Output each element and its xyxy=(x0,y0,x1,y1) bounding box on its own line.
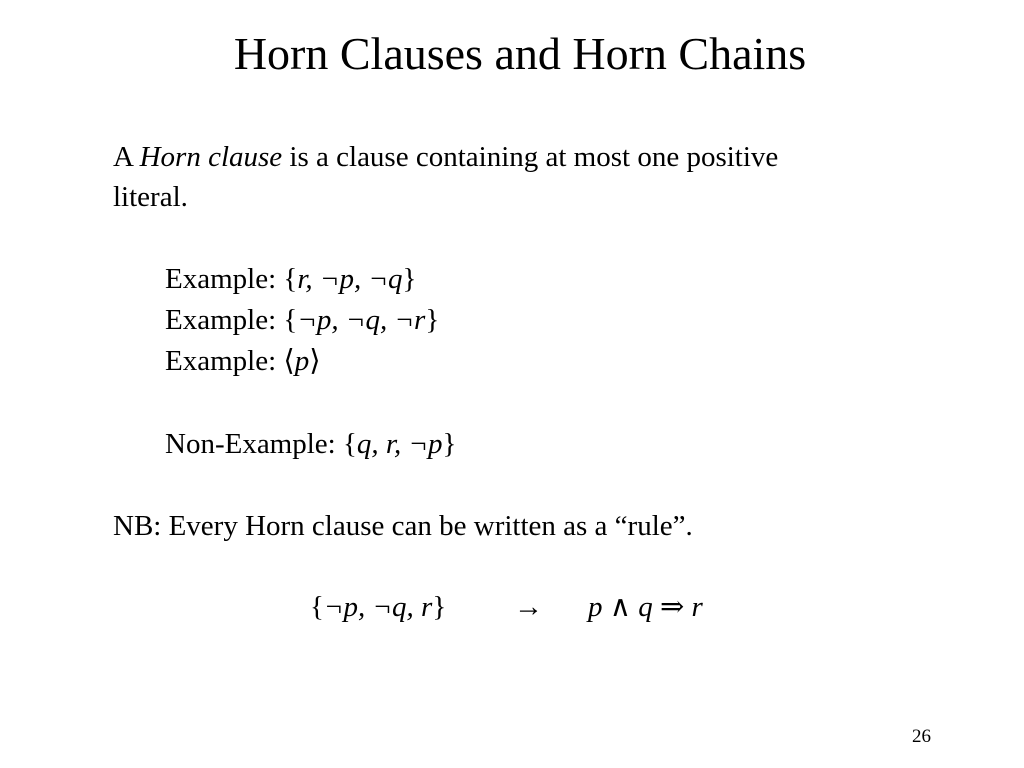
example-brace-close: } xyxy=(425,304,440,336)
example-clause: p xyxy=(294,345,310,377)
example-label: Example: xyxy=(165,263,284,295)
formula-brace-close: } xyxy=(432,591,447,623)
formula-arrow: → xyxy=(514,591,543,623)
example-bracket-open: ⟨ xyxy=(283,345,295,377)
page-number: 26 xyxy=(912,726,931,747)
definition-line-2: literal. xyxy=(113,181,188,213)
example-bracket-close: ⟩ xyxy=(309,345,321,377)
example-brace-close: } xyxy=(402,263,417,295)
note-line: NB: Every Horn clause can be written as a “rule”. xyxy=(113,510,693,542)
definition-prefix: A xyxy=(113,141,140,173)
non-example-label: Non-Example: xyxy=(165,428,343,460)
non-example-brace-close: } xyxy=(442,428,457,460)
definition-term: Horn clause xyxy=(139,141,283,173)
example-3 xyxy=(165,341,321,381)
slide-title: Horn Clauses and Horn Chains xyxy=(233,28,807,79)
example-brace-open: { xyxy=(283,263,298,295)
definition-rest: is a clause containing at most one positive xyxy=(282,141,779,173)
example-1 xyxy=(165,259,416,299)
non-example xyxy=(165,424,456,464)
formula-brace-open: { xyxy=(310,591,324,623)
example-label: Example: xyxy=(165,345,284,377)
example-clause: ¬p, ¬q, ¬r xyxy=(297,304,426,336)
formula-rule: p ∧ q ⇒ r xyxy=(588,591,703,623)
example-clause: r, ¬p, ¬q xyxy=(297,263,403,295)
example-brace-open: { xyxy=(283,304,298,336)
example-2 xyxy=(165,300,439,340)
formula-clause xyxy=(310,587,446,627)
example-label: Example: xyxy=(165,304,284,336)
formula-clause-content: ¬p, ¬q, r xyxy=(323,591,433,623)
definition-line xyxy=(113,137,778,177)
non-example-brace-open: { xyxy=(342,428,357,460)
non-example-clause: q, r, ¬p xyxy=(356,428,443,460)
